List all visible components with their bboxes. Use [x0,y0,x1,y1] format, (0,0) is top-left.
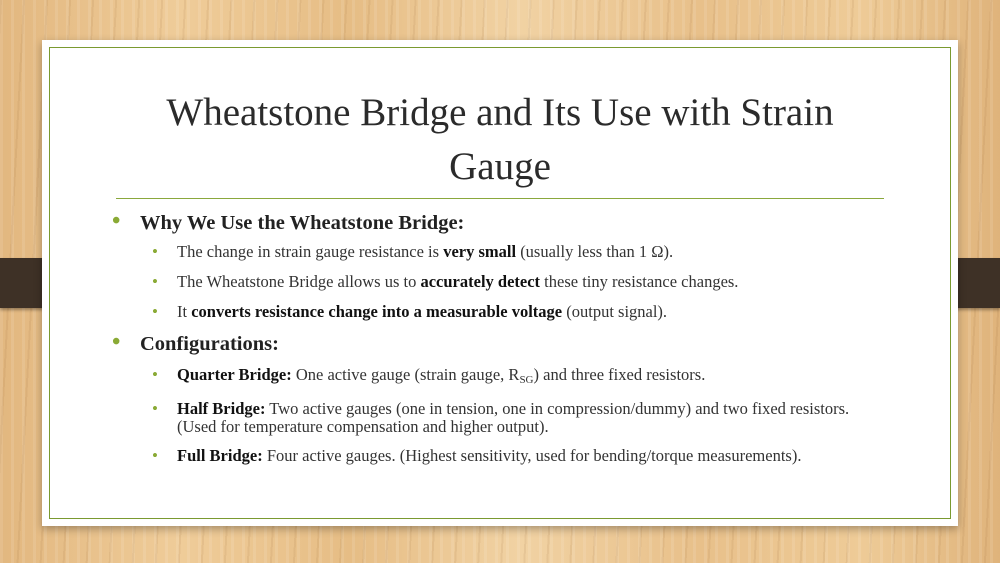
title-line-1: Wheatstone Bridge and Its Use with Strain [166,91,834,134]
item-subscript: SG [519,374,534,386]
bullet-icon: • [152,302,158,321]
item-text: The change in strain gauge resistance is [177,242,444,261]
item-text: (usually less than 1 Ω). [516,242,674,261]
section-heading-configurations [112,331,892,357]
bullet-icon: • [152,365,158,384]
section-heading-label: Why We Use the Wheatstone Bridge: [140,212,465,234]
bullet-icon: • [152,272,158,291]
item-text: One active gauge (strain gauge, R [291,365,520,384]
list-item [112,303,892,321]
list-item-half-bridge [112,400,892,436]
title-divider [116,198,884,199]
item-emphasis: very small [443,242,517,261]
bullet-icon: • [152,242,158,261]
item-text: It [177,302,192,321]
bullet-icon: • [152,399,158,418]
item-emphasis: converts resistance change into a measurable voltage [191,302,563,321]
list-item-quarter-bridge [112,366,892,389]
bullet-icon: • [112,208,121,234]
slide [42,40,958,526]
section-heading-label: Configurations: [140,333,279,355]
item-text: Four active gauges. (Highest sensitivity, used for bending/torque measurements). [262,446,802,465]
bullet-icon: • [112,329,121,355]
slide-title [82,86,918,194]
list-item-full-bridge [112,447,892,465]
item-title: Quarter Bridge: [177,365,292,384]
slide-content [112,208,892,465]
item-emphasis: accurately detect [420,272,541,291]
item-text: these tiny resistance changes. [540,272,739,291]
bullet-icon: • [152,446,158,465]
section-heading-why [112,210,892,236]
item-title: Full Bridge: [177,446,263,465]
list-item [112,243,892,261]
title-line-2: Gauge [449,145,551,188]
item-text: ) and three fixed resistors. [533,365,706,384]
list-item [112,273,892,291]
item-text: Two active gauges (one in tension, one in compression/dummy) and two fixed resistors. (Used for temperature compensation and higher output). [177,399,850,436]
item-text: (output signal). [562,302,668,321]
item-text: The Wheatstone Bridge allows us to [177,272,421,291]
item-title: Half Bridge: [177,399,266,418]
